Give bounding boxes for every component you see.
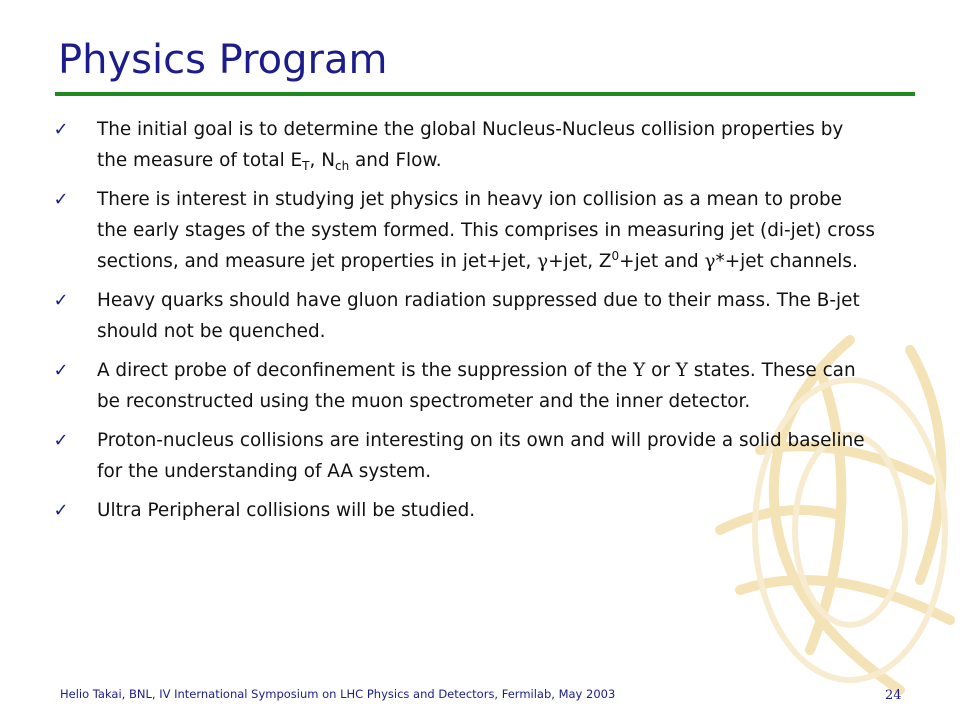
bullet-text: Heavy quarks should have gluon radiation suppressed due to their mass. The B-jet should not be quenched. bbox=[97, 290, 860, 342]
bullet-deconfinement bbox=[0, 355, 877, 417]
checkmark-icon: ✓ bbox=[53, 360, 69, 381]
bullet-list bbox=[0, 114, 960, 534]
checkmark-icon: ✓ bbox=[53, 119, 69, 140]
bullet-text: A direct probe of deconfinement is the suppression of the Υ or Υ states. These can be reconstructed using the muon spectrometer and the inner detector. bbox=[97, 360, 856, 412]
checkmark-icon: ✓ bbox=[53, 290, 69, 311]
checkmark-icon: ✓ bbox=[53, 500, 69, 521]
bullet-global-properties bbox=[0, 114, 877, 176]
checkmark-icon: ✓ bbox=[53, 189, 69, 210]
bullet-proton-nucleus bbox=[0, 425, 877, 487]
bullet-ultra-peripheral bbox=[0, 495, 877, 526]
bullet-text: Proton-nucleus collisions are interesting on its own and will provide a solid baseline for the understanding of AA system. bbox=[97, 430, 865, 482]
bullet-jet-physics bbox=[0, 184, 877, 277]
bullet-text: The initial goal is to determine the global Nucleus-Nucleus collision properties by the measure of total $E_T$, $N_{ch}$ and Flow. bbox=[97, 119, 844, 173]
title-underline bbox=[55, 92, 915, 96]
bullet-heavy-quarks bbox=[0, 285, 877, 347]
page-number: 24 bbox=[885, 688, 902, 703]
slide-title: Physics Program bbox=[58, 37, 388, 83]
bullet-text: There is interest in studying jet physics in heavy ion collision as a mean to probe the early stages of the system formed. This comprises in measuring jet (di-jet) cross sections, and measure jet properties in jet+jet, γ+jet, $Z^0+jet$ and γ*+jet channels. bbox=[97, 189, 875, 272]
bullet-text: Ultra Peripheral collisions will be studied. bbox=[97, 500, 476, 521]
footer-credit: Helio Takai, BNL, IV International Symposium on LHC Physics and Detectors, Fermilab, May 2003 bbox=[60, 687, 616, 701]
checkmark-icon: ✓ bbox=[53, 430, 69, 451]
